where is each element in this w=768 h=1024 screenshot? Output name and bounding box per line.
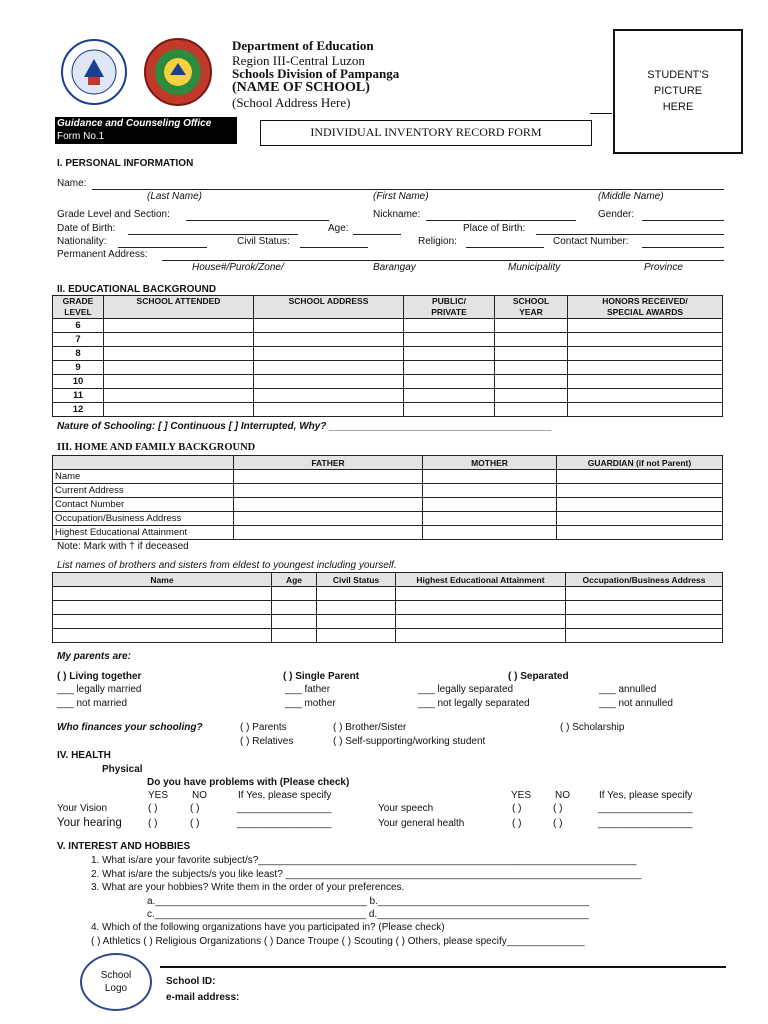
- general-no[interactable]: ( ): [553, 818, 563, 829]
- legally-married-option[interactable]: ___ legally married: [57, 684, 142, 695]
- col-school-year: SCHOOL YEAR: [495, 296, 568, 319]
- nationality-field[interactable]: [118, 247, 207, 248]
- section-education-heading: II. EDUCATIONAL BACKGROUND: [57, 284, 217, 295]
- finance-brother-option[interactable]: ( ) Brother/Sister: [333, 722, 407, 733]
- education-table: [52, 295, 723, 417]
- hearing-specify[interactable]: _________________: [237, 818, 332, 829]
- name-label: Name:: [57, 178, 87, 189]
- barangay-caption: Barangay: [373, 262, 416, 273]
- speech-specify[interactable]: _________________: [598, 803, 693, 814]
- division-seal-icon: [140, 37, 216, 107]
- health-question: Do you have problems with (Please check): [147, 777, 350, 788]
- general-health-label: Your general health: [378, 818, 465, 829]
- region-text: Region III-Central Luzon: [232, 53, 365, 68]
- living-together-option[interactable]: ( ) Living together: [57, 671, 142, 682]
- municipality-caption: Municipality: [508, 262, 561, 273]
- nickname-label: Nickname:: [373, 209, 421, 220]
- hearing-label: Your hearing: [57, 817, 122, 829]
- siblings-intro: List names of brothers and sisters from eldest to youngest including yourself.: [57, 560, 397, 571]
- deped-seal-icon: [52, 37, 136, 107]
- finance-self-option[interactable]: ( ) Self-supporting/working student: [333, 736, 486, 747]
- pob-field[interactable]: [536, 234, 724, 235]
- section-family-heading: III. HOME AND FAMILY BACKGROUND: [57, 442, 256, 453]
- col-father: FATHER: [234, 456, 423, 470]
- religion-field[interactable]: [466, 247, 544, 248]
- first-name-caption: (First Name): [373, 191, 429, 202]
- hearing-yes[interactable]: ( ): [148, 818, 158, 829]
- table-row: [53, 587, 723, 601]
- no-header-left: NO: [192, 790, 207, 801]
- not-married-option[interactable]: ___ not married: [57, 698, 128, 709]
- table-row: 8: [53, 347, 723, 361]
- table-row: 9: [53, 361, 723, 375]
- email-label: e-mail address:: [166, 992, 240, 1003]
- vision-specify[interactable]: _________________: [237, 803, 332, 814]
- office-label: Guidance and Counseling Office Form No.1: [55, 117, 237, 144]
- house-caption: House#/Purok/Zone/: [192, 262, 284, 273]
- specify-header-left: If Yes, please specify: [238, 790, 332, 801]
- hobbies-cd[interactable]: c.______________________________________ d.______________________________________: [147, 909, 589, 920]
- header-rule: [590, 113, 612, 114]
- vision-no[interactable]: ( ): [190, 803, 200, 814]
- school-logo-placeholder: School Logo: [80, 953, 152, 1011]
- col-public-private: PUBLIC/ PRIVATE: [404, 296, 495, 319]
- no-header-right: NO: [555, 790, 570, 801]
- favorite-subject-question[interactable]: 1. What is/are your favorite subject/s?____________________________________________________________________: [91, 855, 637, 866]
- not-annulled-option[interactable]: ___ not annulled: [599, 698, 673, 709]
- organizations-options[interactable]: ( ) Athletics ( ) Religious Organizations ( ) Dance Troupe ( ) Scouting ( ) Others, please specify______________: [91, 936, 585, 947]
- speech-yes[interactable]: ( ): [512, 803, 522, 814]
- contact-label: Contact Number:: [553, 236, 629, 247]
- province-caption: Province: [644, 262, 683, 273]
- deceased-note: Note: Mark with † if deceased: [57, 541, 189, 552]
- contact-field[interactable]: [642, 247, 724, 248]
- department-title: Department of Education: [232, 38, 374, 53]
- footer-rule: [160, 966, 726, 968]
- parents-are-label: My parents are:: [57, 651, 131, 662]
- finance-scholarship-option[interactable]: ( ) Scholarship: [560, 722, 625, 733]
- division-text: Schools Division of Pampanga: [232, 66, 400, 81]
- family-table: [52, 455, 723, 540]
- religion-label: Religion:: [418, 236, 457, 247]
- general-specify[interactable]: _________________: [598, 818, 693, 829]
- table-row: [53, 615, 723, 629]
- not-legally-separated-option[interactable]: ___ not legally separated: [418, 698, 530, 709]
- physical-label: Physical: [102, 764, 143, 775]
- col-honors: HONORS RECEIVED/ SPECIAL AWARDS: [568, 296, 723, 319]
- middle-name-caption: (Middle Name): [598, 191, 664, 202]
- col-grade: GRADE LEVEL: [53, 296, 104, 319]
- table-row: 12: [53, 403, 723, 417]
- table-row: Occupation/Business Address: [53, 512, 723, 526]
- col-school-address: SCHOOL ADDRESS: [254, 296, 404, 319]
- legally-separated-option[interactable]: ___ legally separated: [418, 684, 514, 695]
- siblings-table: [52, 572, 723, 643]
- col-mother: MOTHER: [423, 456, 557, 470]
- col-school-attended: SCHOOL ATTENDED: [104, 296, 254, 319]
- finance-relatives-option[interactable]: ( ) Relatives: [240, 736, 294, 747]
- mother-option[interactable]: ___ mother: [285, 698, 336, 709]
- gender-field[interactable]: [642, 220, 724, 221]
- organizations-question: 4. Which of the following organizations have you participated in? (Please check): [91, 922, 445, 933]
- picture-label-2: PICTURE: [653, 85, 703, 97]
- table-row: Highest Educational Attainment: [53, 526, 723, 540]
- col-guardian: GUARDIAN (if not Parent): [557, 456, 723, 470]
- school-address: (School Address Here): [232, 95, 351, 110]
- nature-of-schooling[interactable]: Nature of Schooling: [ ] Continuous [ ] Interrupted, Why? ________________________________________: [57, 421, 552, 432]
- yes-header-left: YES: [148, 790, 169, 801]
- father-option[interactable]: ___ father: [285, 684, 331, 695]
- civil-status-field[interactable]: [300, 247, 368, 248]
- gender-label: Gender:: [598, 209, 635, 220]
- yes-header-right: YES: [511, 790, 532, 801]
- picture-label-3: HERE: [662, 101, 694, 113]
- speech-label: Your speech: [378, 803, 434, 814]
- education-header-row: [53, 296, 723, 319]
- single-parent-option[interactable]: ( ) Single Parent: [283, 671, 360, 682]
- vision-label: Your Vision: [57, 803, 108, 814]
- section-interest-heading: V. INTEREST AND HOBBIES: [57, 841, 191, 852]
- hobbies-question: 3. What are your hobbies? Write them in the order of your preferences.: [91, 882, 405, 893]
- general-yes[interactable]: ( ): [512, 818, 522, 829]
- age-label: Age:: [328, 223, 349, 234]
- hobbies-ab[interactable]: a.______________________________________ b.______________________________________: [147, 896, 590, 907]
- pob-label: Place of Birth:: [463, 223, 526, 234]
- table-row: Contact Number: [53, 498, 723, 512]
- speech-no[interactable]: ( ): [553, 803, 563, 814]
- dob-label: Date of Birth:: [57, 223, 116, 234]
- vision-yes[interactable]: ( ): [148, 803, 158, 814]
- nickname-field[interactable]: [426, 220, 576, 221]
- table-row: [53, 629, 723, 643]
- picture-label-1: STUDENT'S: [647, 69, 709, 81]
- table-row: 10: [53, 375, 723, 389]
- family-header-row: [53, 456, 723, 470]
- address-field[interactable]: [162, 260, 724, 261]
- address-label: Permanent Address:: [57, 249, 148, 260]
- school-id-label: School ID:: [166, 976, 216, 987]
- finance-parents-option[interactable]: ( ) Parents: [240, 722, 287, 733]
- table-row: 7: [53, 333, 723, 347]
- civil-status-label: Civil Status:: [237, 236, 290, 247]
- hearing-no[interactable]: ( ): [190, 818, 200, 829]
- last-name-caption: (Last Name): [147, 191, 203, 202]
- student-picture-box[interactable]: [613, 29, 743, 154]
- table-row: Current Address: [53, 484, 723, 498]
- school-name: (NAME OF SCHOOL): [232, 80, 370, 95]
- siblings-header-row: Name Age Civil Status Highest Educational Attainment Occupation/Business Address: [53, 573, 723, 587]
- table-row: Name: [53, 470, 723, 484]
- table-row: [53, 601, 723, 615]
- table-row: 6: [53, 319, 723, 333]
- grade-field[interactable]: [186, 220, 329, 221]
- least-subject-question[interactable]: 2. What is/are the subjects/s you like least? ________________________________________________________________: [91, 869, 642, 880]
- form-title: INDIVIDUAL INVENTORY RECORD FORM: [260, 120, 592, 146]
- name-field[interactable]: [92, 189, 724, 190]
- section-health-heading: IV. HEALTH: [57, 750, 111, 761]
- age-field[interactable]: [353, 234, 401, 235]
- dob-field[interactable]: [128, 234, 298, 235]
- table-row: 11: [53, 389, 723, 403]
- separated-option[interactable]: ( ) Separated: [508, 671, 569, 682]
- annulled-option[interactable]: ___ annulled: [599, 684, 657, 695]
- finances-question: Who finances your schooling?: [57, 722, 203, 733]
- grade-label: Grade Level and Section:: [57, 209, 170, 220]
- section-personal-heading: I. PERSONAL INFORMATION: [57, 158, 194, 169]
- specify-header-right: If Yes, please specify: [599, 790, 693, 801]
- nationality-label: Nationality:: [57, 236, 107, 247]
